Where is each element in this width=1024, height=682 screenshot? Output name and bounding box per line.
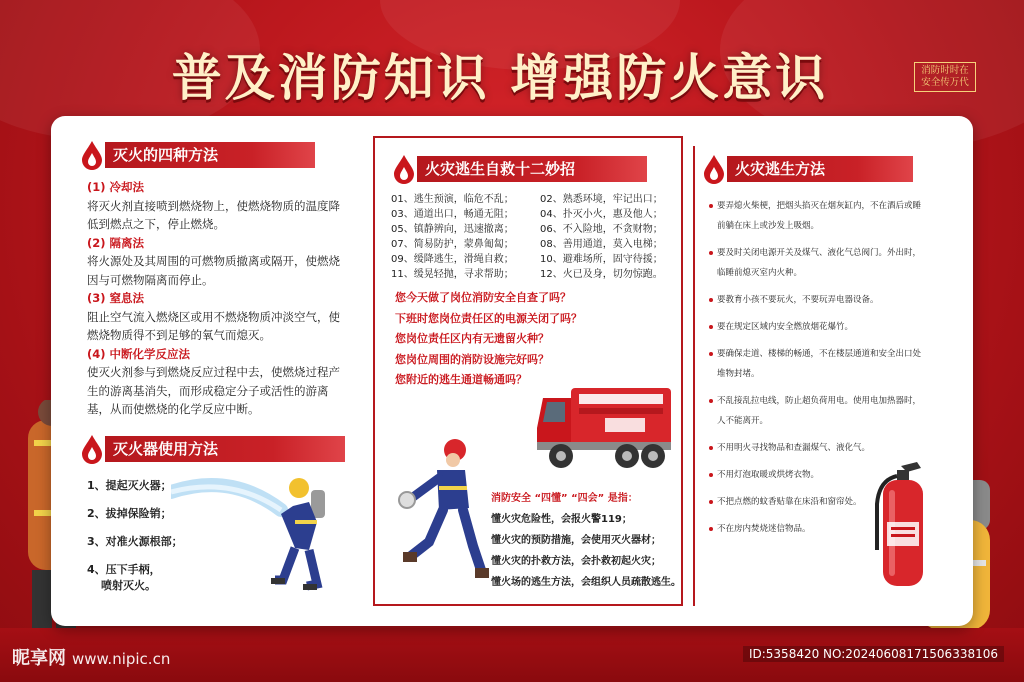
fire-truck-illustration [535, 378, 675, 478]
tip-10: 10、避难场所，固守待援； [540, 254, 663, 265]
tip-12: 12、火已及身，切勿惊跑。 [540, 269, 663, 280]
tip-06: 06、不入险地，不贪财物； [540, 224, 663, 235]
method-3-text: 阻止空气流入燃烧区或用不燃烧物质冲淡空气，使燃烧物质得不到足够的氧气而熄灭。 [87, 309, 340, 342]
firefighter-spraying-illustration [171, 462, 346, 602]
extinguisher-title [81, 434, 345, 464]
four-knows-note [491, 488, 681, 593]
method-2-label: (2) 隔离法 [87, 235, 145, 250]
method-1-label: (1) 冷却法 [87, 180, 145, 194]
question-5: 您附近的逃生通道畅通吗？ [395, 373, 527, 386]
escape-item-1: 要弄熄火柴梗，把烟头掐灭在烟灰缸内，不在酒后或睡前躺在床上或沙发上吸烟。 [709, 196, 923, 236]
escape-item-2: 要及时关闭电源开关及煤气、液化气总阀门。外出时，临睡前熄灭室内火种。 [709, 243, 923, 283]
escape-item-6: 不乱接乱拉电线，防止超负荷用电。使用电加热器时，人不能离开。 [709, 391, 923, 431]
nipic-watermark [12, 644, 170, 670]
escape-methods-title [703, 154, 913, 184]
twelve-tips-right [540, 192, 663, 282]
four-knows-2: 懂火灾的预防措施，会使用灭火器材； [491, 535, 661, 546]
escape-item-10: 不在房内焚烧迷信物品。 [709, 519, 923, 539]
page-headline: 普及消防知识 增强防火意识 [171, 49, 829, 107]
firefighter-running-illustration [389, 438, 489, 588]
four-methods-title [81, 140, 315, 170]
twelve-tips-title [393, 154, 647, 184]
four-knows-4: 懂火场的逃生方法，会组织人员疏散逃生。 [491, 577, 681, 588]
four-methods-body [87, 178, 349, 419]
nipic-url: www.nipic.cn [72, 650, 171, 668]
escape-item-9: 不把点燃的蚊香贴靠在床沿和窗帘处。 [709, 492, 923, 512]
question-4: 您岗位周围的消防设施完好吗？ [395, 352, 549, 366]
twelve-tips-title-label: 火灾逃生自救十二妙招 [417, 156, 647, 182]
escape-item-3: 要教育小孩不要玩火，不要玩弄电器设备。 [709, 290, 923, 310]
ext-step-2: 2、拔掉保险销； [87, 507, 172, 520]
question-1: 您今天做了岗位消防安全自查了吗？ [395, 291, 571, 304]
ext-step-4b: 喷射灭火。 [101, 579, 156, 592]
method-3-label: (3) 窒息法 [87, 291, 145, 305]
safety-questions [395, 288, 655, 391]
image-id-watermark: ID:5358420 NO:20240608171506338106 [743, 646, 1004, 662]
tip-09: 09、缓降逃生，滑绳自救； [391, 254, 514, 265]
four-methods-title-label: 灭火的四种方法 [105, 142, 315, 168]
twelve-tips-left [391, 192, 514, 282]
ext-step-4: 4、压下手柄， [87, 563, 161, 576]
question-2: 下班时您岗位责任区的电源关闭了吗？ [395, 311, 582, 325]
fire-drop-icon [81, 434, 103, 464]
four-knows-head: 消防安全 “四懂” “四会” 是指： [491, 493, 638, 504]
tip-01: 01、逃生预演，临危不乱； [391, 194, 514, 205]
tip-11: 11、缓晃轻抛，寻求帮助； [391, 269, 514, 280]
tip-08: 08、善用通道，莫入电梯； [540, 239, 663, 250]
escape-item-4: 要在规定区域内安全燃放烟花爆竹。 [709, 317, 923, 337]
escape-methods-title-label: 火灾逃生方法 [727, 156, 913, 182]
extinguisher-title-label: 灭火器使用方法 [105, 436, 345, 462]
four-knows-3: 懂火灾的扑救方法，会扑救初起火灾； [491, 556, 661, 567]
method-4-label: (4) 中断化学反应法 [87, 346, 191, 361]
stamp-line-2: 安全传万代 [921, 77, 969, 88]
escape-item-8: 不用灯泡取暖或烘烤衣物。 [709, 465, 923, 485]
stamp-line-1: 消防时时在 [921, 65, 969, 76]
tip-02: 02、熟悉环境，牢记出口； [540, 194, 663, 205]
fire-drop-icon [81, 140, 103, 170]
ext-step-3: 3、对准火源根部； [87, 535, 183, 548]
escape-methods-frame [693, 146, 695, 606]
method-1-text: 将灭火剂直接喷到燃烧物上，使燃烧物质的温度降低到燃点之下，停止燃烧。 [87, 198, 340, 231]
question-3: 您岗位责任区内有无遗留火种？ [395, 332, 549, 345]
escape-item-7: 不用明火寻找物品和查漏煤气、液化气。 [709, 438, 923, 458]
nipic-brand: 昵享网 [12, 648, 66, 669]
slogan-stamp [914, 62, 976, 92]
method-4-text: 使灭火剂参与到燃烧反应过程中去，使燃烧过程产生的游离基消失，而形成稳定分子或活性的游离基，从而使燃烧的化学反应中断。 [87, 365, 340, 416]
escape-item-5: 要确保走道、楼梯的畅通，不在楼层通道和安全出口处堆物封堵。 [709, 344, 923, 384]
tip-03: 03、通道出口，畅通无阻； [391, 209, 514, 220]
fire-drop-icon [703, 154, 725, 184]
fire-drop-icon [393, 154, 415, 184]
tip-04: 04、扑灭小火，惠及他人； [540, 209, 663, 220]
ext-step-1: 1、提起灭火器； [87, 479, 172, 492]
fire-extinguisher-illustration [873, 460, 933, 592]
content-board [51, 116, 973, 626]
tip-07: 07、简易防护，蒙鼻匍匐； [391, 239, 514, 250]
four-knows-1: 懂火灾危险性，会报火警119； [491, 514, 632, 525]
tip-05: 05、镇静辨向，迅速撤离； [391, 224, 514, 235]
method-2-text: 将火源处及其周围的可燃物质撤离或隔开，使燃烧因与可燃物隔离而停止。 [87, 254, 340, 287]
